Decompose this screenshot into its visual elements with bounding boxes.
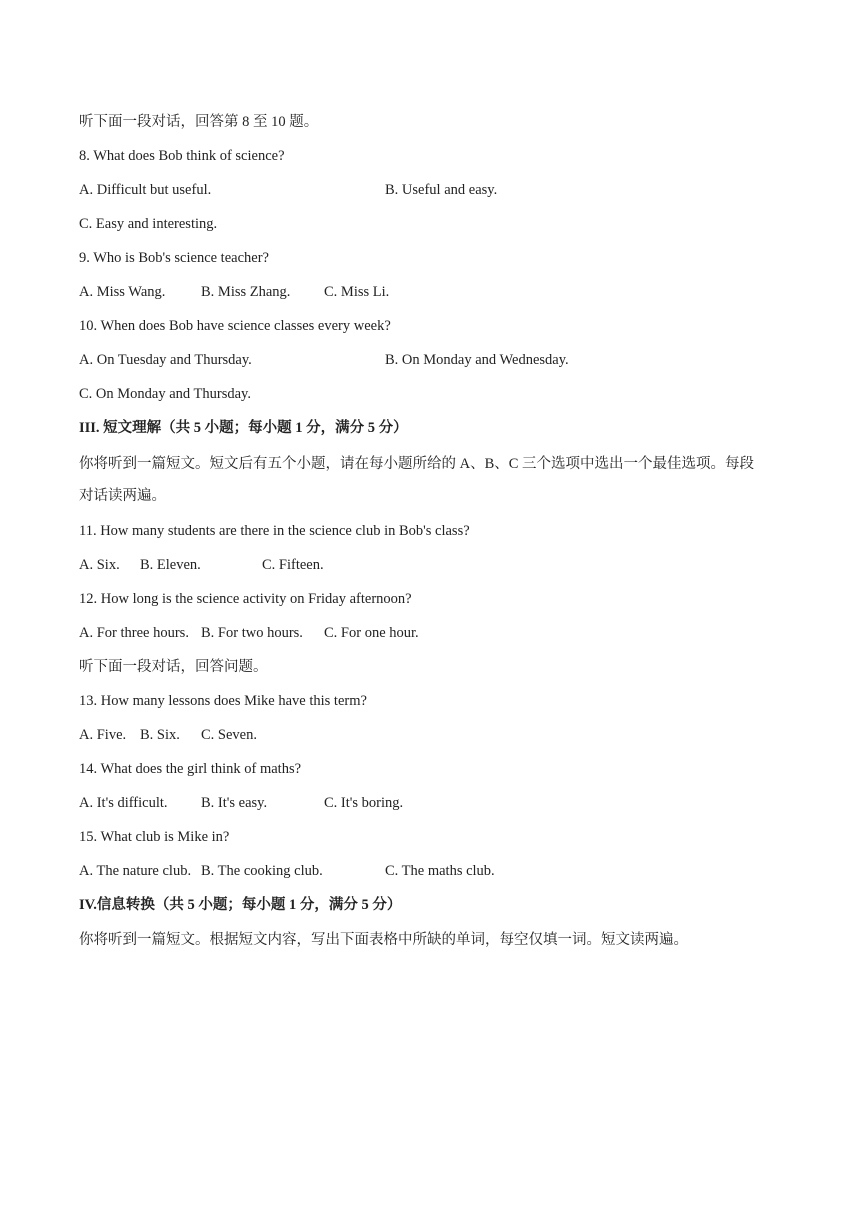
q11-option-b: B. Eleven.: [140, 557, 201, 573]
section-intro-8-10: 听下面一段对话，回答第 8 至 10 题。: [79, 114, 319, 130]
q12-option-b: B. For two hours.: [201, 625, 303, 641]
q12-option-a: A. For three hours.: [79, 625, 189, 641]
q15-option-b: B. The cooking club.: [201, 863, 323, 879]
q8-option-a: A. Difficult but useful.: [79, 182, 212, 198]
q10-option-c: C. On Monday and Thursday.: [79, 386, 251, 402]
q11-option-a: A. Six.: [79, 557, 120, 573]
q9-option-b: B. Miss Zhang.: [201, 284, 291, 300]
q13-option-a: A. Five.: [79, 727, 127, 743]
q11-option-c: C. Fifteen.: [262, 557, 324, 573]
section3-heading: III. 短文理解（共 5 小题；每小题 1 分，满分 5 分）: [79, 420, 408, 436]
q14-question: 14. What does the girl think of maths?: [79, 761, 302, 777]
q8-question: 8. What does Bob think of science?: [79, 148, 285, 164]
q13-option-c: C. Seven.: [201, 727, 257, 743]
q8-option-c: C. Easy and interesting.: [79, 216, 218, 232]
section3-instruction-line2: 对话读两遍。: [79, 488, 166, 504]
q14-option-b: B. It's easy.: [201, 795, 268, 811]
q10-question: 10. When does Bob have science classes every week?: [79, 318, 391, 334]
q9-question: 9. Who is Bob's science teacher?: [79, 250, 269, 266]
q12-question: 12. How long is the science activity on Friday afternoon?: [79, 591, 412, 607]
q11-question: 11. How many students are there in the science club in Bob's class?: [79, 523, 470, 539]
q9-option-a: A. Miss Wang.: [79, 284, 166, 300]
section3-instruction-line1: 你将听到一篇短文。短文后有五个小题，请在每小题所给的 A、B、C 三个选项中选出一个最佳选项。每段: [79, 456, 755, 472]
q10-option-b: B. On Monday and Wednesday.: [385, 352, 569, 368]
q15-option-a: A. The nature club.: [79, 863, 192, 879]
section-intro-13-15: 听下面一段对话，回答问题。: [79, 659, 268, 675]
q8-option-b: B. Useful and easy.: [385, 182, 498, 198]
q13-option-b: B. Six.: [140, 727, 180, 743]
q10-option-a: A. On Tuesday and Thursday.: [79, 352, 252, 368]
q9-option-c: C. Miss Li.: [324, 284, 390, 300]
q14-option-c: C. It's boring.: [324, 795, 404, 811]
q15-question: 15. What club is Mike in?: [79, 829, 230, 845]
q13-question: 13. How many lessons does Mike have this term?: [79, 693, 367, 709]
section4-instruction: 你将听到一篇短文。根据短文内容，写出下面表格中所缺的单词，每空仅填一词。短文读两遍。: [79, 932, 688, 948]
section4-heading: IV.信息转换（共 5 小题；每小题 1 分，满分 5 分）: [79, 897, 402, 913]
q12-option-c: C. For one hour.: [324, 625, 419, 641]
q14-option-a: A. It's difficult.: [79, 795, 168, 811]
q15-option-c: C. The maths club.: [385, 863, 495, 879]
